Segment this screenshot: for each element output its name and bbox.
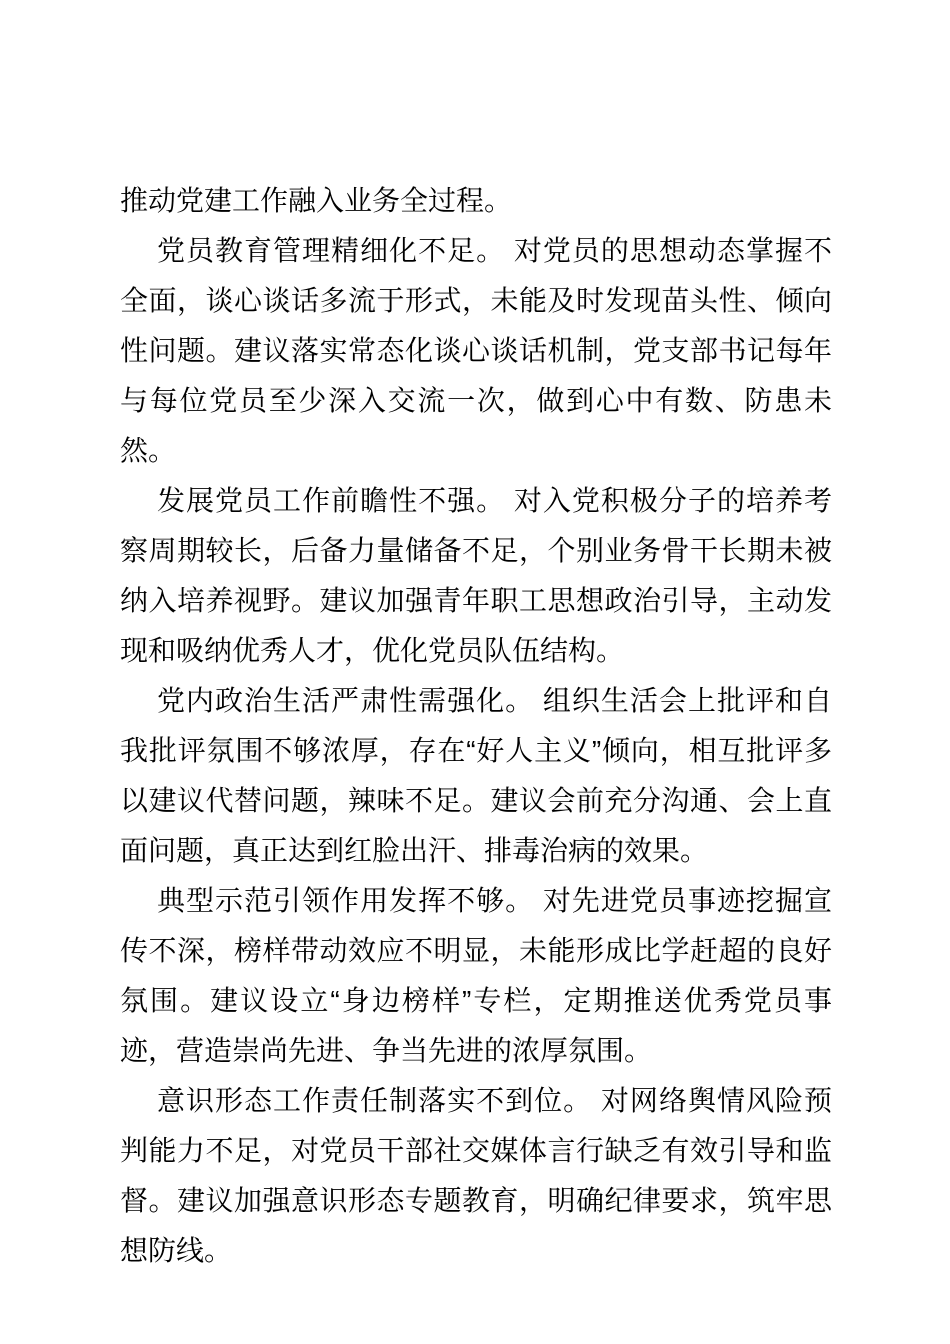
- paragraph-role-models: 典型示范引领作用发挥不够。 对先进党员事迹挖掘宣传不深，榜样带动效应不明显，未能形成比学赶超的良好氛围。建议设立“身边榜样”专栏，定期推送优秀党员事迹，营造崇尚先进、争当先进的浓厚氛围。: [120, 885, 832, 1066]
- paragraph-member-development: 发展党员工作前瞻性不强。 对入党积极分子的培养考察周期较长，后备力量储备不足，个别业务骨干长期未被纳入培养视野。建议加强青年职工思想政治引导，主动发现和吸纳优秀人才，优化党员队伍结构。: [120, 485, 832, 666]
- paragraph-ideology-responsibility: 意识形态工作责任制落实不到位。 对网络舆情风险预判能力不足，对党员干部社交媒体言行缺乏有效引导和监督。建议加强意识形态专题教育，明确纪律要求，筑牢思想防线。: [120, 1085, 832, 1266]
- paragraph-member-education: 党员教育管理精细化不足。 对党员的思想动态掌握不全面，谈心谈话多流于形式，未能及时发现苗头性、倾向性问题。建议落实常态化谈心谈话机制，党支部书记每年与每位党员至少深入交流一次，做到心中有数、防患未然。: [120, 235, 832, 466]
- paragraph-continuation: 推动党建工作融入业务全过程。: [120, 185, 513, 216]
- paragraph-political-life: 党内政治生活严肃性需强化。 组织生活会上批评和自我批评氛围不够浓厚，存在“好人主义”倾向，相互批评多以建议代替问题，辣味不足。建议会前充分沟通、会上直面问题，真正达到红脸出汗、排毒治病的效果。: [120, 685, 832, 866]
- document-text-block: [120, 176, 832, 1276]
